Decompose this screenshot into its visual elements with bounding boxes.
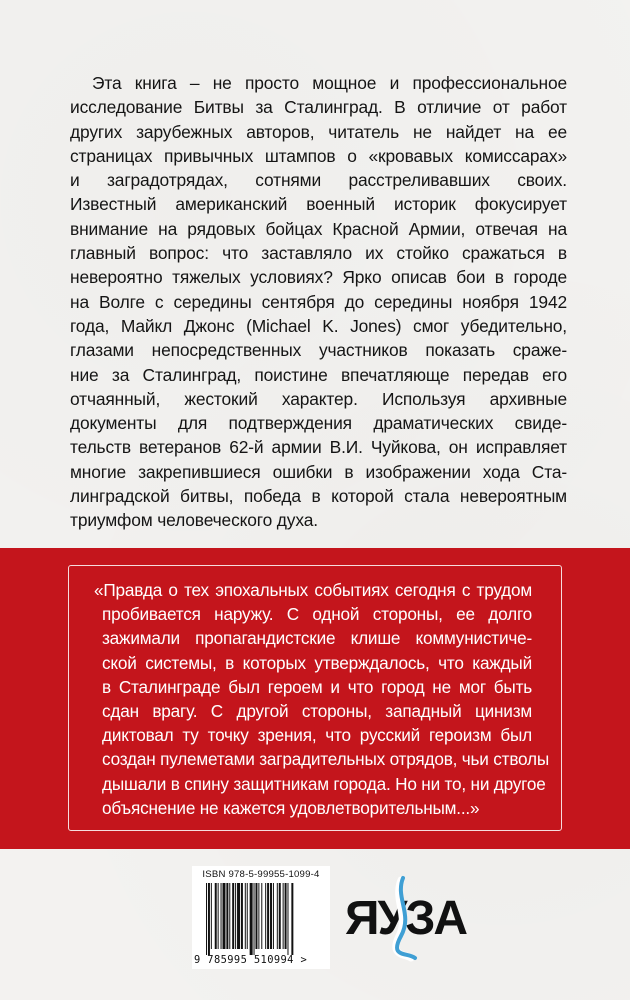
barcode-bar xyxy=(277,883,278,949)
barcode-bar xyxy=(221,883,222,949)
description-line: тельств ветеранов 62-й армии В.И. Чуйкова, он исправляет xyxy=(70,437,567,458)
quote-line: диктовал ту точку зрения, что русский героизм был xyxy=(102,725,532,746)
quote-line: «Правда о тех эпохальных событиях сегодня с трудом xyxy=(94,580,532,600)
barcode-bar xyxy=(291,883,293,955)
description-line: года, Майкл Джонс (Michael K. Jones) смог убедительно, xyxy=(70,315,567,336)
description-line: документы для подтверждения драматических свиде- xyxy=(70,413,567,434)
book-description xyxy=(70,71,567,533)
quote-band xyxy=(0,548,630,849)
description-line: глазами непосредственных участников показать сраже- xyxy=(70,340,567,361)
barcode-bar xyxy=(215,883,217,949)
yauza-wave-icon xyxy=(343,874,467,960)
barcode-bar xyxy=(279,883,281,949)
description-line: линградской битвы, победа в которой стала невероятным xyxy=(70,486,567,507)
barcode-bar xyxy=(287,883,288,955)
quote-line: дышали в спину защитникам города. Но ни то, ни другое xyxy=(102,773,546,794)
barcode-bar xyxy=(226,883,228,949)
barcode-bar xyxy=(229,883,230,949)
publisher-logo xyxy=(343,874,467,960)
barcode-box xyxy=(192,866,330,969)
barcode-bar xyxy=(245,883,246,949)
barcode-digits: 9 785995 510994 > xyxy=(194,954,308,966)
quote-line: в Сталинграде был героем и что город не мог быть xyxy=(102,676,532,697)
barcode-bar xyxy=(222,883,225,949)
barcode-bar xyxy=(241,883,243,949)
barcode-bar xyxy=(235,883,236,949)
quote-line: объяснение не кажется удовлетворительным...» xyxy=(102,797,480,818)
barcode-bar xyxy=(254,883,255,955)
description-line: невероятно тяжелых условиях? Ярко описав бои в городе xyxy=(70,267,567,288)
quote-line: ской системы, в которых утверждалось, что каждый xyxy=(102,652,532,673)
description-line: Эта книга – не просто мощное и профессиональное xyxy=(92,73,567,93)
description-line: внимание на рядовых бойцах Красной Армии, отвечая на xyxy=(70,218,567,239)
barcode-bar xyxy=(232,883,234,949)
description-line: страницах привычных штампов о «кровавых комиссарах» xyxy=(70,145,567,166)
description-line: на Волге с середины сентября до середины ноября 1942 xyxy=(70,291,567,312)
barcode-bar xyxy=(273,883,274,949)
quote-line: сдан врагу. С другой стороны, западный цинизм xyxy=(102,701,532,722)
barcode-bar xyxy=(237,883,240,949)
description-line: главный вопрос: что заставляло их стойко сражаться в xyxy=(70,243,567,264)
barcode-bar xyxy=(218,883,219,949)
description-line: триумфом человеческого духа. xyxy=(70,510,318,531)
barcode-bar xyxy=(283,883,284,949)
barcode-bar xyxy=(208,883,210,955)
barcode-bar xyxy=(265,883,266,949)
quote-line: создан пулеметами заградительных отрядов, чьи стволы xyxy=(102,749,550,770)
barcode-bar xyxy=(285,883,287,949)
barcode-bar xyxy=(250,883,253,955)
pull-quote xyxy=(94,578,550,820)
description-line: и заградотрядах, сотнями расстреливавших своих. xyxy=(70,170,567,191)
description-line: отчаянный, жестокий характер. Используя архивные xyxy=(70,388,567,409)
barcode-bar xyxy=(261,883,262,949)
barcode-bar xyxy=(267,883,269,949)
barcode-bar xyxy=(258,883,259,949)
description-line: ние за Сталинград, поистине впечатляюще передав его xyxy=(70,364,567,385)
description-line: исследование Битвы за Сталинград. В отличие от работ xyxy=(70,97,567,118)
isbn-label: ISBN 978-5-99955-1099-4 xyxy=(202,869,320,880)
barcode-bar xyxy=(247,883,248,949)
barcode-bar xyxy=(206,883,207,955)
barcode-bar xyxy=(211,883,212,949)
description-line: Известный американский военный историк фокусирует xyxy=(70,194,567,215)
barcode-icon xyxy=(206,883,322,955)
logo-text: ЯУЗА xyxy=(345,892,467,945)
quote-line: пробивается наружу. С одной стороны, ее долго xyxy=(102,604,532,625)
quote-line: зажимали пропагандистские клише коммунистиче- xyxy=(102,628,532,649)
description-line: многие закрепившиеся ошибки в изображении хода Ста- xyxy=(70,461,567,482)
barcode-bar xyxy=(270,883,272,949)
description-line: других зарубежных авторов, читатель не найдет на ее xyxy=(70,121,567,142)
barcode-bar xyxy=(255,883,257,949)
